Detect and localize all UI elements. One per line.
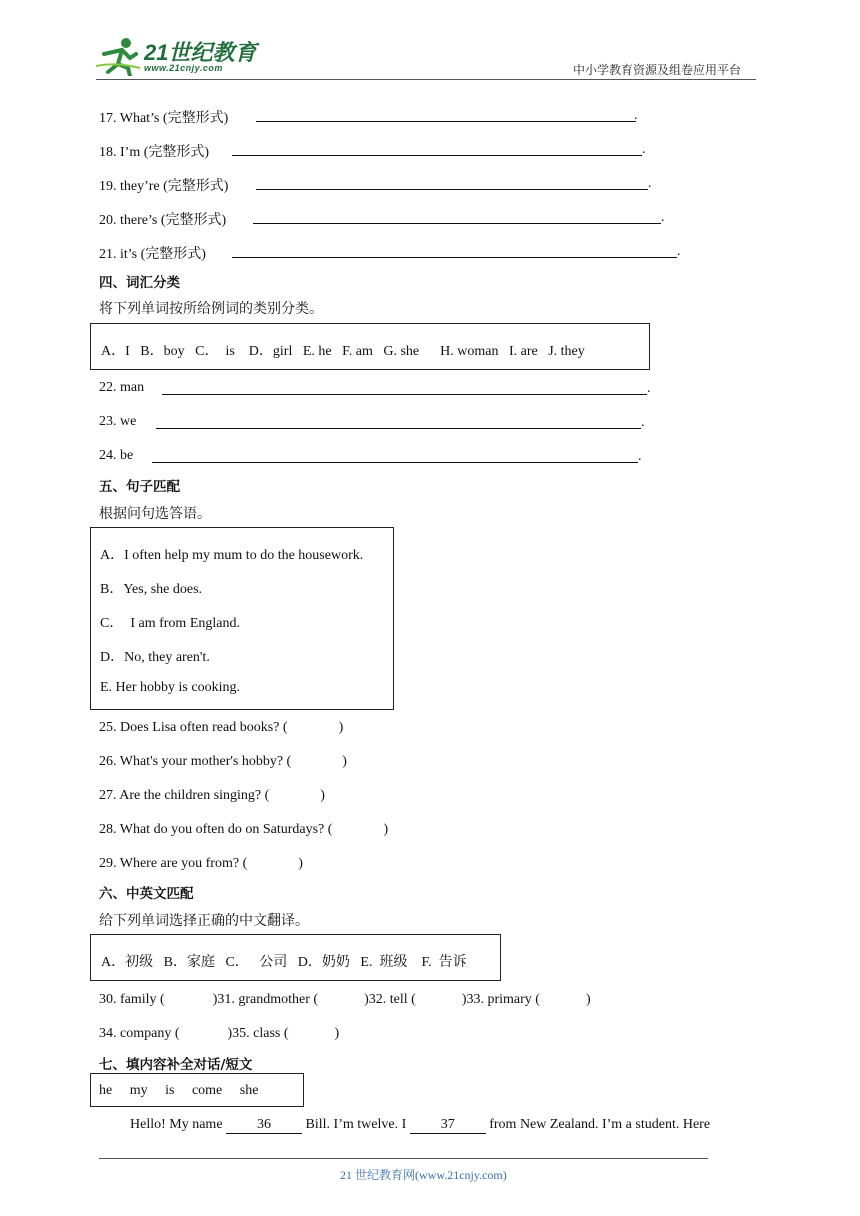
- section-6-word-list: A．初级 B．家庭 C． 公司 D．奶奶 E. 班级 F. 告诉: [101, 955, 467, 970]
- question-25: 25. Does Lisa often read books? ( ): [99, 720, 344, 735]
- logo-sub-text: www.21cnjy.com: [144, 63, 223, 73]
- answer-blank-20[interactable]: [253, 209, 661, 224]
- question-28: 28. What do you often do on Saturdays? ( ): [99, 822, 389, 837]
- site-logo: [96, 36, 266, 78]
- question-26: 26. What's your mother's hobby? ( ): [99, 754, 347, 769]
- answer-blank-18[interactable]: [232, 141, 642, 156]
- section-4-title: 四、词汇分类: [99, 275, 180, 291]
- option-d: D．No, they aren't.: [100, 650, 210, 665]
- section-4-word-list: A．I B．boy C． is D．girl E. he F. am G. she H. woman I. are J. they: [101, 344, 585, 359]
- section-7-word-box: [90, 1073, 304, 1107]
- option-b: B．Yes, she does.: [100, 582, 203, 597]
- footer-text: 21 世纪教育网(www.21cnjy.com): [340, 1168, 507, 1182]
- question-35: 35. class ( ): [232, 1026, 340, 1041]
- section-4-word-box: [90, 323, 650, 370]
- question-24: 24. be: [99, 448, 134, 463]
- option-a: A．I often help my mum to do the housework.: [100, 548, 364, 563]
- section-5-title: 五、句子匹配: [99, 479, 180, 495]
- match-row-1: [99, 992, 591, 1008]
- question-29: 29. Where are you from? ( ): [99, 856, 303, 871]
- section-6-instruction: 给下列单词选择正确的中文翻译。: [99, 914, 309, 929]
- option-c: C． I am from England.: [100, 616, 240, 631]
- match-row-2: [99, 1026, 339, 1042]
- section-6-word-box: [90, 934, 501, 981]
- question-30: 30. family ( ): [99, 992, 218, 1007]
- blank-37[interactable]: 37: [410, 1117, 486, 1134]
- question-17: 17. What’s (完整形式): [99, 111, 229, 126]
- section-5-instruction: 根据问句选答语。: [99, 507, 211, 522]
- question-27: 27. Are the children singing? ( ): [99, 788, 325, 803]
- question-19: 19. they’re (完整形式): [99, 179, 229, 194]
- answer-blank-19[interactable]: [256, 175, 648, 190]
- platform-name: 中小学教育资源及组卷应用平台: [573, 63, 742, 77]
- question-22: 22. man: [99, 380, 145, 395]
- question-33: 33. primary ( ): [466, 992, 591, 1007]
- question-23: 23. we: [99, 414, 137, 429]
- question-34: 34. company ( ): [99, 1026, 233, 1041]
- section-7-title: 七、填内容补全对话/短文: [99, 1057, 253, 1073]
- question-21: 21. it’s (完整形式): [99, 247, 206, 262]
- footer-divider: [99, 1158, 708, 1159]
- answer-blank-21[interactable]: [232, 243, 677, 258]
- question-31: 31. grandmother ( ): [217, 992, 369, 1007]
- question-32: 32. tell ( ): [368, 992, 467, 1007]
- question-20: 20. there’s (完整形式): [99, 213, 227, 228]
- answer-blank-23[interactable]: [156, 414, 641, 429]
- passage-line: Hello! My name 36 Bill. I’m twelve. I 37 from New Zealand. I’m a student. Here: [130, 1117, 711, 1132]
- section-6-title: 六、中英文匹配: [99, 886, 194, 902]
- option-e: E. Her hobby is cooking.: [100, 680, 240, 695]
- answer-blank-24[interactable]: [152, 448, 638, 463]
- header-divider: [96, 79, 756, 80]
- answer-blank-22[interactable]: [162, 380, 647, 395]
- section-4-instruction: 将下列单词按所给例词的类别分类。: [99, 302, 323, 317]
- runner-logo-icon: [96, 36, 142, 76]
- logo-main-text: 21世纪教育: [144, 40, 257, 65]
- section-5-options-box: [90, 527, 394, 710]
- section-7-word-list: he my is come she: [99, 1083, 259, 1098]
- blank-36[interactable]: 36: [226, 1117, 302, 1134]
- answer-blank-17[interactable]: [256, 107, 636, 122]
- question-18: 18. I’m (完整形式): [99, 145, 210, 160]
